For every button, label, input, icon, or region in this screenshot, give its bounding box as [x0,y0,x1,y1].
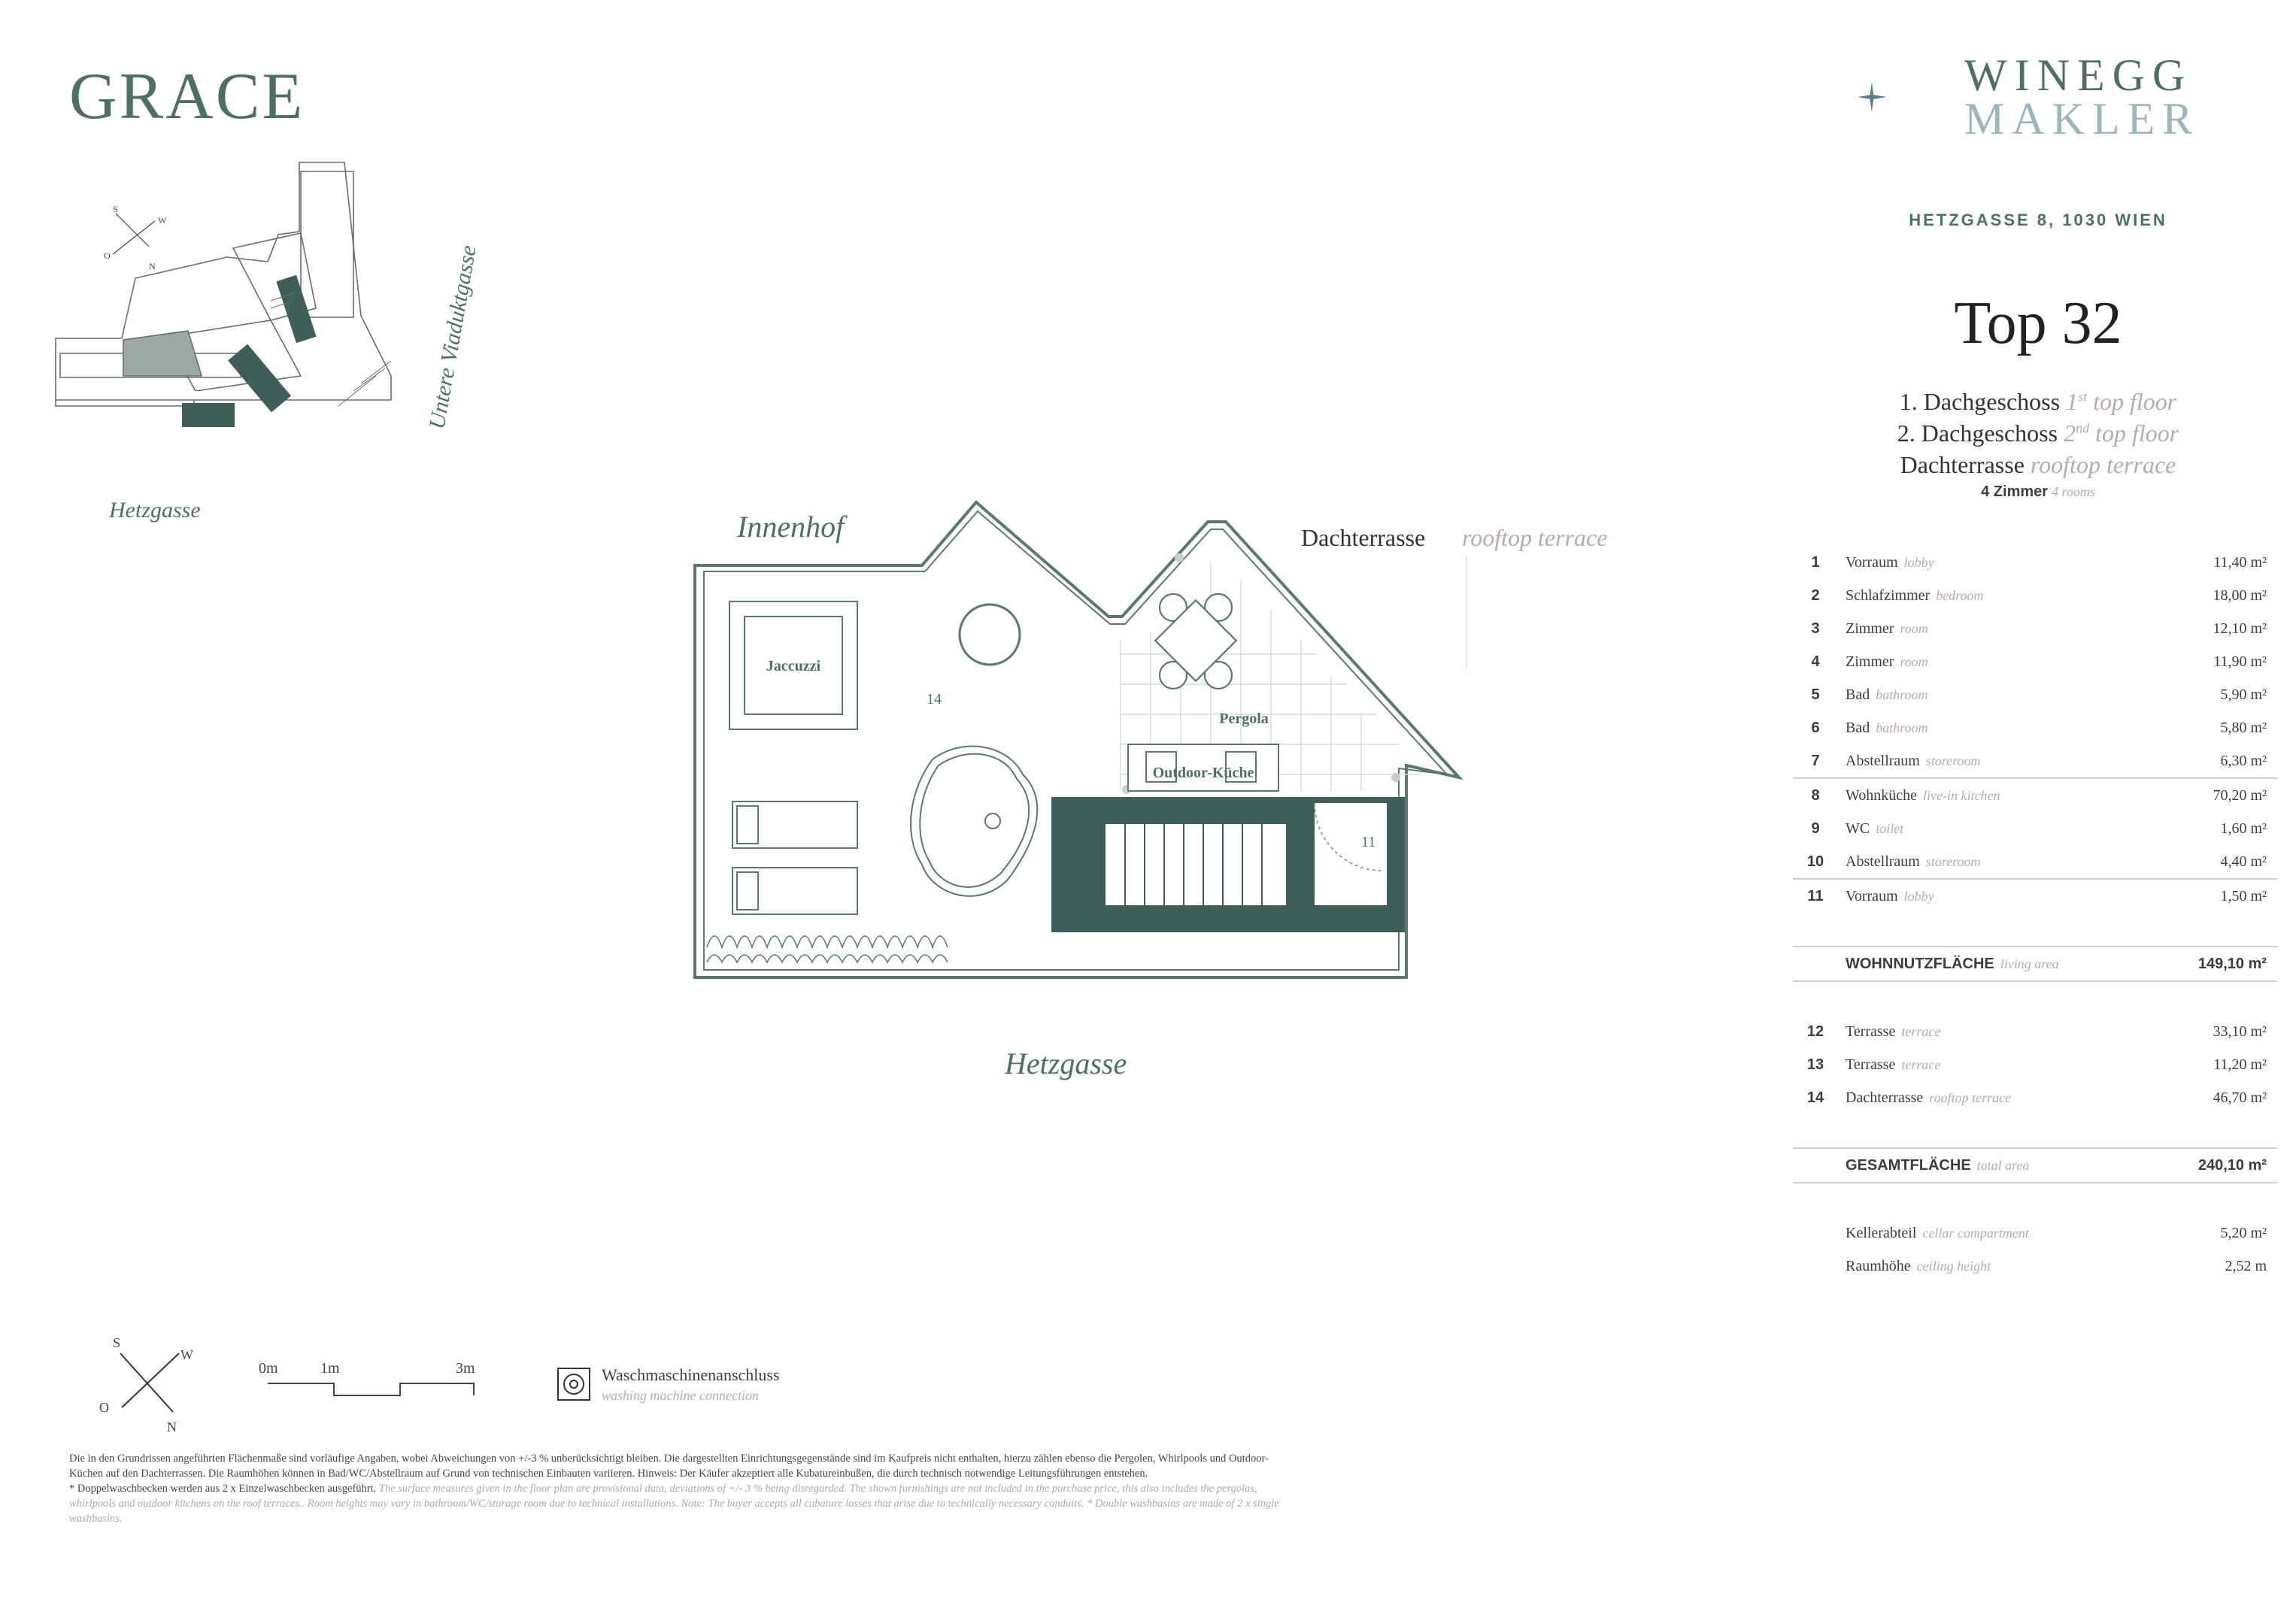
floor-en: rooftop terrace [2030,451,2176,478]
scale-bar [256,1353,496,1421]
table-row: 6 Bad bathroom 5,80 m² [1811,719,2267,736]
disclaimer-de: Die in den Grundrissen angeführten Flächenmaße sind vorläufige Angaben, wobei Abweichungen von +/-3 % unberücksichtigt bleiben. Die dargestellten Einrichtungsgegenstände sind im Kaufpreis nicht enthalten, hierzu zählen ebenso die Pergolen, Whirlpools und Outdoor-Küchen auf den Dachterrassen. Die Raumhöhen können in Bad/WC/Abstellraum auf Grund von technischen Einbauten variieren. Hinweis: Der Käufer akzeptiert alle Kubatureinbußen, die durch technisch notwendige Leitungsführungen entstehen. [69,1453,1269,1480]
svg-text:S: S [113,204,118,214]
street-label: Hetzgasse [1005,1047,1127,1080]
rooms-de: 4 Zimmer [1981,483,2049,500]
floor-de: 2. Dachgeschoss [1897,420,2058,447]
compass-icon [90,1323,211,1444]
svg-text:N: N [149,261,156,271]
table-row: 11 Vorraum lobby 1,50 m² [1793,879,2277,913]
svg-text:0m: 0m [259,1360,278,1377]
brand-name-bottom: MAKLER [1964,94,2200,144]
table-row: 7 Abstellraum storeroom 6,30 m² [1811,752,2267,769]
svg-text:N: N [167,1419,177,1435]
jaccuzzi-label: Jaccuzzi [766,658,821,674]
washer-legend-en: washing machine connection [602,1388,759,1403]
table-row: 12 Terrasse terrace 33,10 m² [1806,1023,2267,1040]
washer-legend-de: Waschmaschinenanschluss [602,1365,780,1384]
floor-en: 2nd top floor [2064,420,2179,447]
siteplan-street-label: Hetzgasse [109,498,201,523]
brand-name-top: WINEGG [1964,50,2193,100]
address: HETZGASSE 8, 1030 WIEN [1909,211,2167,229]
siteplan-side-street-label: Untere Viaduktgasse [424,243,481,432]
terrace-label-en: rooftop terrace [1462,524,1608,551]
disclaimer [69,1451,1295,1526]
living-total-row: WOHNNUTZFLÄCHE living area 149,10 m² [1793,947,2277,981]
site-plan [45,150,481,541]
table-row: 2 Schlafzimmer bedroom 18,00 m² [1811,586,2267,604]
svg-text:1m: 1m [320,1360,340,1377]
terrace-label-de: Dachterrasse [1301,524,1426,551]
table-row: 5 Bad bathroom 5,90 m² [1811,686,2267,703]
floor-de: 1. Dachgeschoss [1899,388,2061,415]
siteplan-compass-icon [113,214,155,254]
table-row: Kellerabteil cellar compartment 5,20 m² [1846,1224,2267,1241]
outdoor-kitchen-label: Outdoor-Küche [1152,765,1254,781]
washing-machine-icon [557,1367,591,1401]
disclaimer-de-note: * Doppelwaschbecken werden aus 2 x Einzelwaschbecken ausgeführt. [69,1483,377,1495]
svg-text:3m: 3m [456,1360,475,1377]
table-row: Raumhöhe ceiling height 2,52 m [1846,1257,2267,1274]
table-row: 9 WC toilet 1,60 m² [1811,820,2267,837]
brand-star-icon [1858,48,1963,146]
floor-plan [677,489,1685,1090]
area-table [1793,546,2277,1283]
svg-text:O: O [104,250,111,261]
svg-text:S: S [113,1335,121,1350]
floor-en: 1st top floor [2066,388,2177,415]
table-row: 1 Vorraum lobby 11,40 m² [1811,553,2267,571]
table-row: 8 Wohnküche live-in kitchen 70,20 m² [1793,778,2277,812]
dining-table-icon [1155,594,1236,689]
svg-text:W: W [158,215,167,226]
svg-text:O: O [99,1400,109,1415]
unit-title: Top 32 [1954,290,2122,356]
grand-total-row: GESAMTFLÄCHE total area 240,10 m² [1793,1148,2277,1183]
rooms-en: 4 rooms [2052,484,2095,499]
disclaimer-en: The surface measures given in the floor plan are provisional data, deviations of +/- 3 % being disregarded. The shown furnishings are not included in the purchase price, this also includes the pergolas, whirlpools and outdoor kitchens on the roof terraces.. Room heights may vary in bathroom/WC/storage room due to technical installations. Note: The buyer accepts all cubature losses that arise due to technically necessary conduits. * Double washbasins are made of 2 x single washbasins. [69,1483,1279,1525]
project-logo: GRACE [69,60,305,133]
area-11-label: 11 [1361,834,1376,850]
innenhof-label: Innenhof [737,510,845,544]
pergola-label: Pergola [1219,710,1269,727]
floor-line-3 [1805,451,2271,479]
floor-line-1 [1805,388,2271,416]
table-row: 3 Zimmer room 12,10 m² [1811,620,2267,637]
table-row: 10 Abstellraum storeroom 4,40 m² [1806,853,2267,870]
floor-de: Dachterrasse [1900,451,2025,478]
table-row: 14 Dachterrasse rooftop terrace 46,70 m² [1806,1089,2267,1106]
area-14-label: 14 [927,691,942,707]
table-row: 13 Terrasse terrace 11,20 m² [1806,1056,2267,1073]
svg-text:W: W [180,1347,193,1362]
rooms-count [1805,483,2271,501]
table-row: 4 Zimmer room 11,90 m² [1811,653,2267,670]
floor-line-2 [1805,420,2271,447]
